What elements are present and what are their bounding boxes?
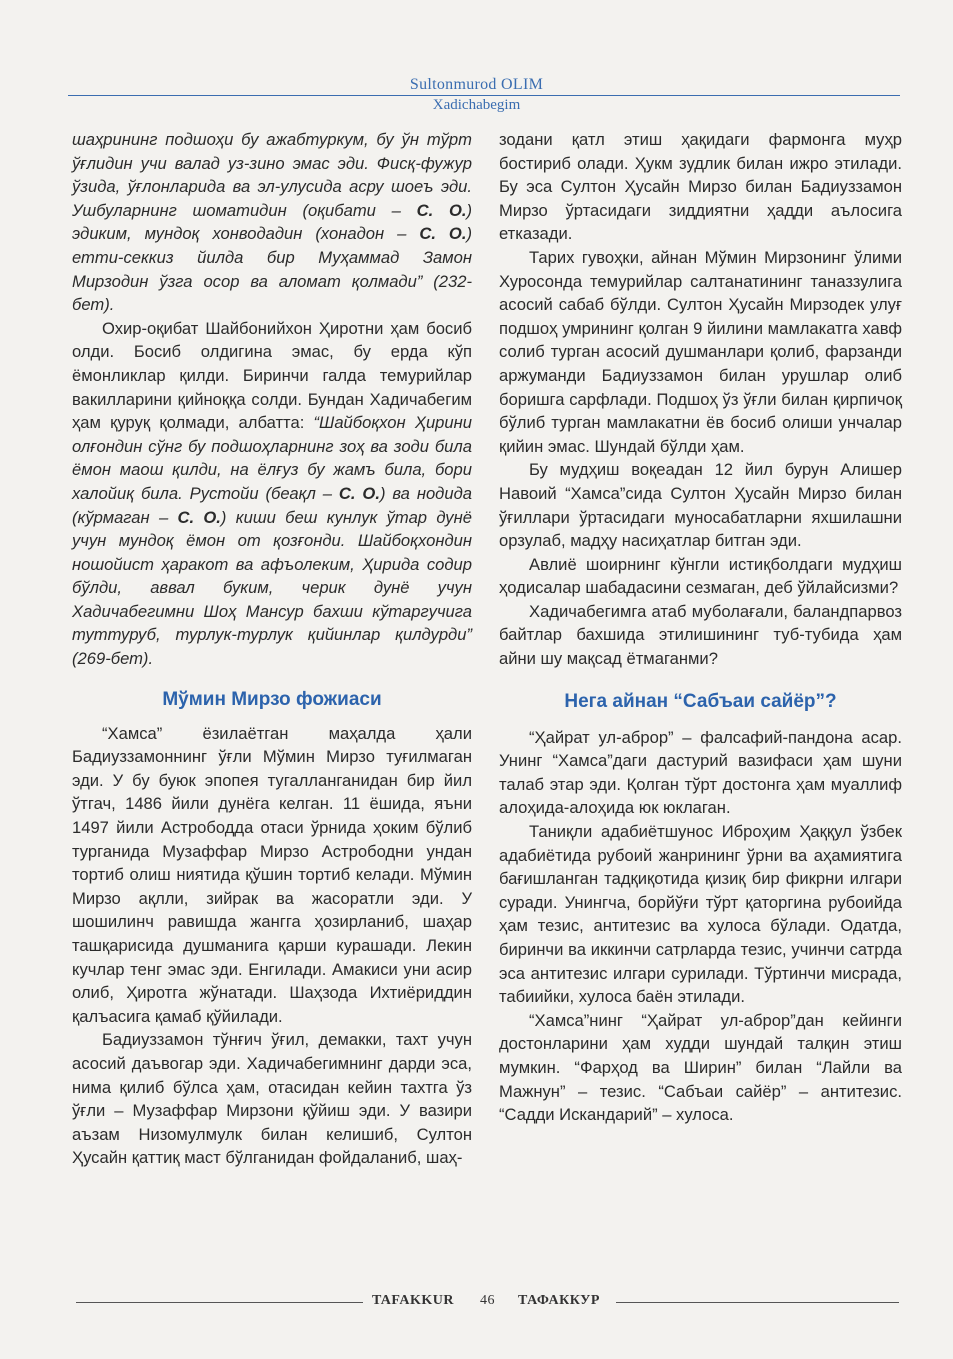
- header-author: Sultonmurod OLIM: [409, 76, 544, 93]
- paragraph: Таниқли адабиётшунос Иброҳим Ҳаққул ўзбек адабиётида рубоий жанрининг ўрни ва аҳамиятига бағишланган тадқиқотида қизиқ бир фикрни илгари суради. Унингча, борйўғи тўрт қаторгина рубоийда ҳам тезис, антитезис ва хулоса бўлади. Одатда, биринчи ва иккинчи сатрларда тезис, учинчи сатрда эса антитезис илгари сурилади. Тўртинчи мисрада, табиийки, хулоса баён этилади.: [499, 822, 902, 1007]
- right-column: [499, 128, 902, 1127]
- paragraph: Авлиё шоирнинг кўнгли истиқболдаги мудҳиш ҳодисалар шабадасини сезмаган, деб ўйлайсизми?: [499, 554, 902, 598]
- paragraph: зодани қатл этиш ҳақидаги фармонга муҳр бостириб олади. Ҳукм зудлик билан ижро этилади. Бу эса Султон Ҳусайн Мирзо билан Бадиуззамон Мирзо ўртасидаги зиддиятни ҳадди аълосига етказади.: [499, 130, 902, 244]
- page-footer: [0, 1290, 953, 1314]
- footer-rule-left: [76, 1302, 363, 1303]
- paragraph: Бадиуззамон тўнғич ўғил, демакки, тахт учун асосий даъвогар эди. Хадичабегимнинг дарди эса, нима қилиб бўлса ҳам, отасидан кейин тахтга ўз ўғли – Музаффар Мирзони қўйиш эди. У вазири аъзам Низомулмулк билан келишиб, Султон Ҳусайн қаттиқ маст бўлганидан фойдаланиб, шаҳ-: [72, 1030, 472, 1168]
- section-heading: Нега айнан “Сабъаи сайёр”?: [564, 690, 837, 712]
- header-rule: [68, 95, 900, 96]
- left-column: [72, 128, 472, 1170]
- paragraph: “Хамса” ёзилаётган маҳалда ҳали Бадиуззамоннинг ўғли Мўмин Мирзо туғилмаган эди. У бу буюк эпопея тугалланганидан бир йил ўтгач, 1486 йили дунёга келган. 11 ёшида, яъни 1497 йили Астрободда отаси ўрнида ҳоким бўлиб турганида Музаффар Мирзо Астрободни ундан тортиб олиш ниятида қўшин тортиб келади. Мўмин Мирзо ақлли, зийрак ва жасоратли эди. У шошилинч равишда жангга ҳозирланиб, шаҳар ташқарисида душманига қарши курашади. Лекин кучлар тенг эмас эди. Енгилади. Амакиси уни асир олиб, Ҳиротга жўнатади. Шаҳзода Ихтиёриддин қалъасига қамаб қўйилади.: [72, 723, 472, 1026]
- header-subtitle: Xadichabegim: [432, 97, 521, 113]
- section-heading: Мўмин Мирзо фожиаси: [162, 688, 382, 710]
- paragraph: шаҳрининг подшоҳи бу ажабтуркум, бу ўн тўрт ўғлидин учи валад уз-зино эмас эди. Фисқ-фужур ўзида, ўғлонларида ва эл-улусида асру шоеъ эди. Ушбуларнинг шоматидин (оқибати – С. О.) эдиким, мундоқ хонводадин (хонадон – С. О.) етти-секкиз йилда бир Муҳаммад Замон Мирзодин ўзга осор ва аломат қолмади” (232-бет).: [72, 130, 472, 315]
- paragraph: Охир-оқибат Шайбонийхон Ҳиротни ҳам босиб олди. Босиб олдигина эмас, бу ерда кўп ёмонликлар қилди. Биринчи галда темурийлар вакилларини қийноққа солди. Бундан Хадичабегим ҳам қуруқ қолмади, албатта: “Шайбоқхон Ҳирини олғондин сўнг бу подшоҳларнинг зоҳ ва зоди била ёмон маош қилди, на ёлғуз бу жамъ била, бори халойиқ била. Рустойи (беақл – С. О.) ва нодида (кўрмаган – С. О.) киши беш кунлук ўтар дунё учун мундоқ ёмон от қозғонди. Шайбоқхондин ношойист ҳаракот ва афъолеким, Ҳирида содир бўлди, аввал буким, черик дунё учун Хадичабегимни Шоҳ Мансур бахши кўтаргучига туттуруб, турлук-турлук қийинлар қилдурди” (269-бет).: [72, 318, 472, 669]
- running-header: [0, 76, 953, 114]
- paragraph: Бу мудҳиш воқеадан 12 йил бурун Алишер Навоий “Хамса”сида Султон Ҳусайн Мирзо билан ўғиллари ўртасидаги муносабатларни яхшилашни орзулаб, мадҳу насиҳатлар битган эди.: [499, 460, 902, 551]
- footer-title-latin: TAFAKKUR: [372, 1293, 455, 1308]
- footer-rule-right: [616, 1302, 899, 1303]
- footer-title-cyrillic: ТАФАККУР: [518, 1293, 600, 1308]
- page-number: 46: [480, 1293, 495, 1308]
- paragraph: Тарих гувоҳки, айнан Мўмин Мирзонинг ўлими Хуросонда темурийлар салтанатининг таназзулига асосий сабаб бўлди. Султон Ҳусайн Мирзодек улуғ подшоҳ умрининг қолган 9 йилини мамлакатга хавф солиб турган асосий душманлари қолиб, фарзанди аржуманди Бадиуззамон билан урушлар олиб боришга сарфлади. Подшоҳ ўз ўғли билан қирпичоқ бўлиб турган мамлакатни ёв босиб олиши унчалар қийин эмас. Шундай бўлди ҳам.: [499, 247, 902, 456]
- paragraph: Хадичабегимга атаб муболағали, баландпарвоз байтлар бахшида этилишининг туб-тубида ҳам айни шу мақсад ётмаганми?: [499, 601, 902, 669]
- paragraph: “Ҳайрат ул-аброр” – фалсафий-пандона асар. Унинг “Хамса”даги дастурий вазифаси ҳам шуни талаб этар эди. Қолган тўрт достонга ҳам муаллиф алоҳида-алоҳида юк юклаган.: [499, 727, 902, 818]
- paragraph: “Хамса”нинг “Ҳайрат ул-аброр”дан кейинги достонларини ҳам худди шундай талқин этиш мумкин. “Фарҳод ва Ширин” билан “Лайли ва Мажнун” – тезис. “Сабъаи сайёр” – антитезис. “Садди Искандарий” – хулоса.: [499, 1010, 902, 1125]
